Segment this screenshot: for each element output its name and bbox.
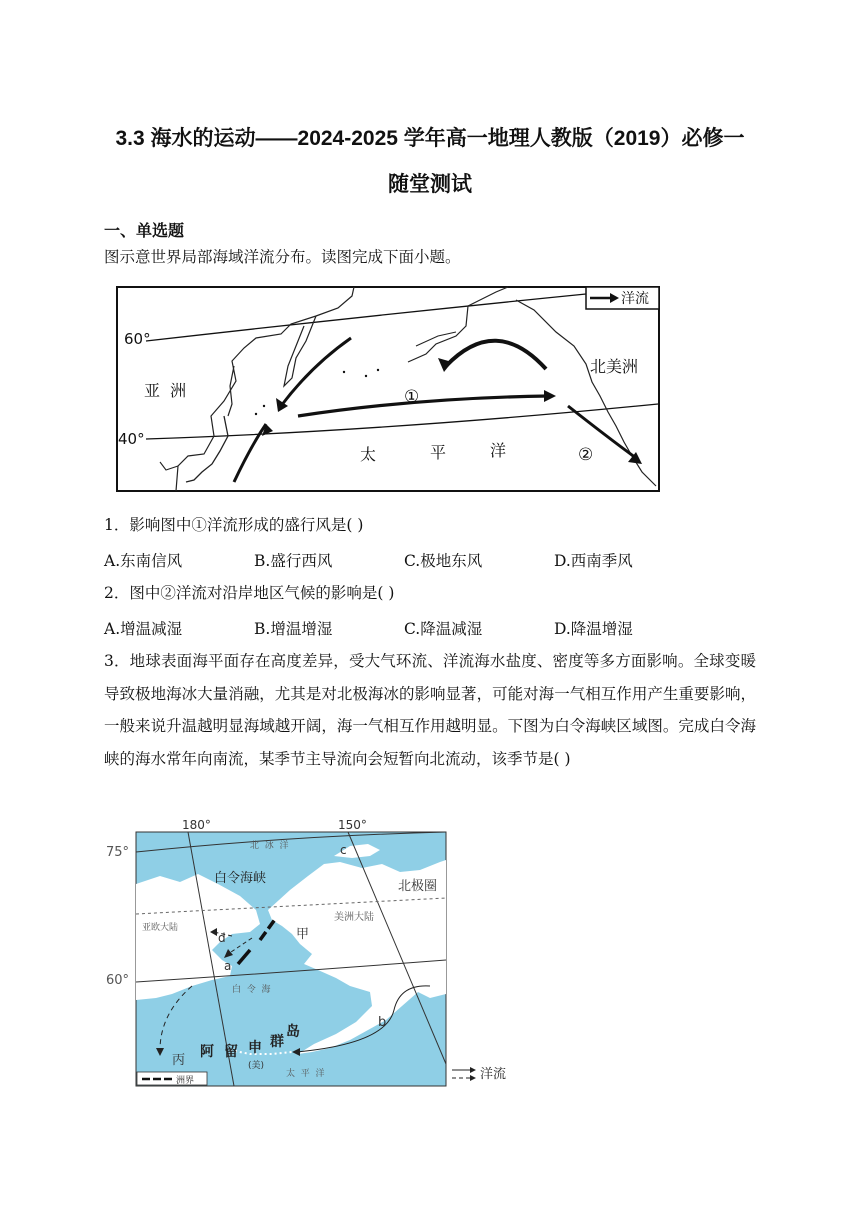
map2-aleutian-4: 群 bbox=[270, 1034, 284, 1050]
map2-legend-current: 洋流 bbox=[480, 1067, 507, 1082]
q3-stem: 3．地球表面海平面存在高度差异，受大气环流、洋流海水盐度、密度等多方面影响。全球变暖导致极地海冰大量消融，尤其是对北极海冰的影响显著，可能对海一气相互作用产生重要影响，一般来说升温越明显海域越开阔，海一气相互作用越明显。下图为白令海峡区域图。完成白令海峡的海水常年向南流，某季节主导流向会短暂向北流动，该季节是( ) bbox=[104, 652, 756, 768]
map2-eurasia: 亚欧大陆 bbox=[142, 923, 179, 933]
q1-stem: 1．影响图中①洋流形成的盛行风是( ) bbox=[104, 516, 364, 534]
doc-title-line2: 随堂测试 bbox=[388, 173, 472, 196]
q2-option-b[interactable]: B.增温增湿 bbox=[254, 620, 333, 638]
intro-text: 图示意世界局部海域洋流分布。读图完成下面小题。 bbox=[104, 248, 461, 266]
q2-option-a[interactable]: A.增温减湿 bbox=[104, 620, 183, 638]
bering-strait-map bbox=[100, 814, 520, 1090]
map2-aleutian-1: 阿 bbox=[200, 1044, 214, 1060]
map2-bing: 丙 bbox=[172, 1053, 186, 1068]
map1-pacific-3: 洋 bbox=[490, 441, 507, 460]
map1-lat60: 60° bbox=[124, 330, 151, 348]
map2-aleutian-2: 留 bbox=[224, 1044, 238, 1060]
map1-north-america: 北美洲 bbox=[590, 357, 639, 376]
map2-label-a: a bbox=[224, 959, 232, 973]
map1-marker-1: ① bbox=[404, 387, 420, 407]
map1-marker-2: ② bbox=[578, 445, 594, 465]
map2-us: (美) bbox=[248, 1061, 265, 1071]
map2-arctic-circle: 北极圈 bbox=[398, 879, 438, 894]
map1-pacific-1: 太 bbox=[360, 445, 377, 464]
map2-legend-boundary: 洲界 bbox=[176, 1076, 195, 1086]
map2-bering-sea: 白 令 海 bbox=[232, 985, 271, 995]
q1-option-c[interactable]: C.极地东风 bbox=[404, 552, 483, 570]
q1-option-d[interactable]: D.西南季风 bbox=[554, 552, 633, 570]
map2-lon180: 180° bbox=[182, 818, 211, 832]
map2-aleutian-5: 岛 bbox=[286, 1024, 300, 1040]
q1-option-b[interactable]: B.盛行西风 bbox=[254, 552, 333, 570]
map1-lat40: 40° bbox=[118, 430, 145, 448]
map2-lat60: 60° bbox=[106, 973, 130, 988]
map2-bering-strait: 白令海峡 bbox=[214, 871, 267, 886]
q2-option-c[interactable]: C.降温减湿 bbox=[404, 620, 483, 638]
map2-label-d: d bbox=[218, 931, 226, 945]
map2-jia: 甲 bbox=[296, 927, 310, 942]
section-heading: 一、单选题 bbox=[104, 223, 185, 240]
map2-aleutian-3: 申 bbox=[248, 1040, 262, 1056]
q2-stem: 2．图中②洋流对沿岸地区气候的影响是( ) bbox=[104, 584, 395, 602]
map2-lat75: 75° bbox=[106, 845, 130, 860]
map1-asia: 亚 洲 bbox=[144, 381, 187, 400]
map2-pacific: 太 平 洋 bbox=[286, 1069, 325, 1079]
map2-lon150: 150° bbox=[338, 818, 367, 832]
pacific-current-map bbox=[116, 286, 660, 492]
map2-label-b: b bbox=[378, 1015, 387, 1030]
q2-option-d[interactable]: D.降温增湿 bbox=[554, 620, 633, 638]
map2-arctic-ocean: 北 冰 洋 bbox=[250, 841, 289, 851]
map2-americas: 美洲大陆 bbox=[334, 912, 374, 923]
map2-label-c: c bbox=[340, 843, 347, 857]
q1-option-a[interactable]: A.东南信风 bbox=[104, 552, 183, 570]
map1-legend-label: 洋流 bbox=[621, 291, 649, 307]
doc-title-line1: 3.3 海水的运动——2024-2025 学年高一地理人教版（2019）必修一 bbox=[115, 127, 745, 150]
map1-pacific-2: 平 bbox=[430, 443, 447, 462]
